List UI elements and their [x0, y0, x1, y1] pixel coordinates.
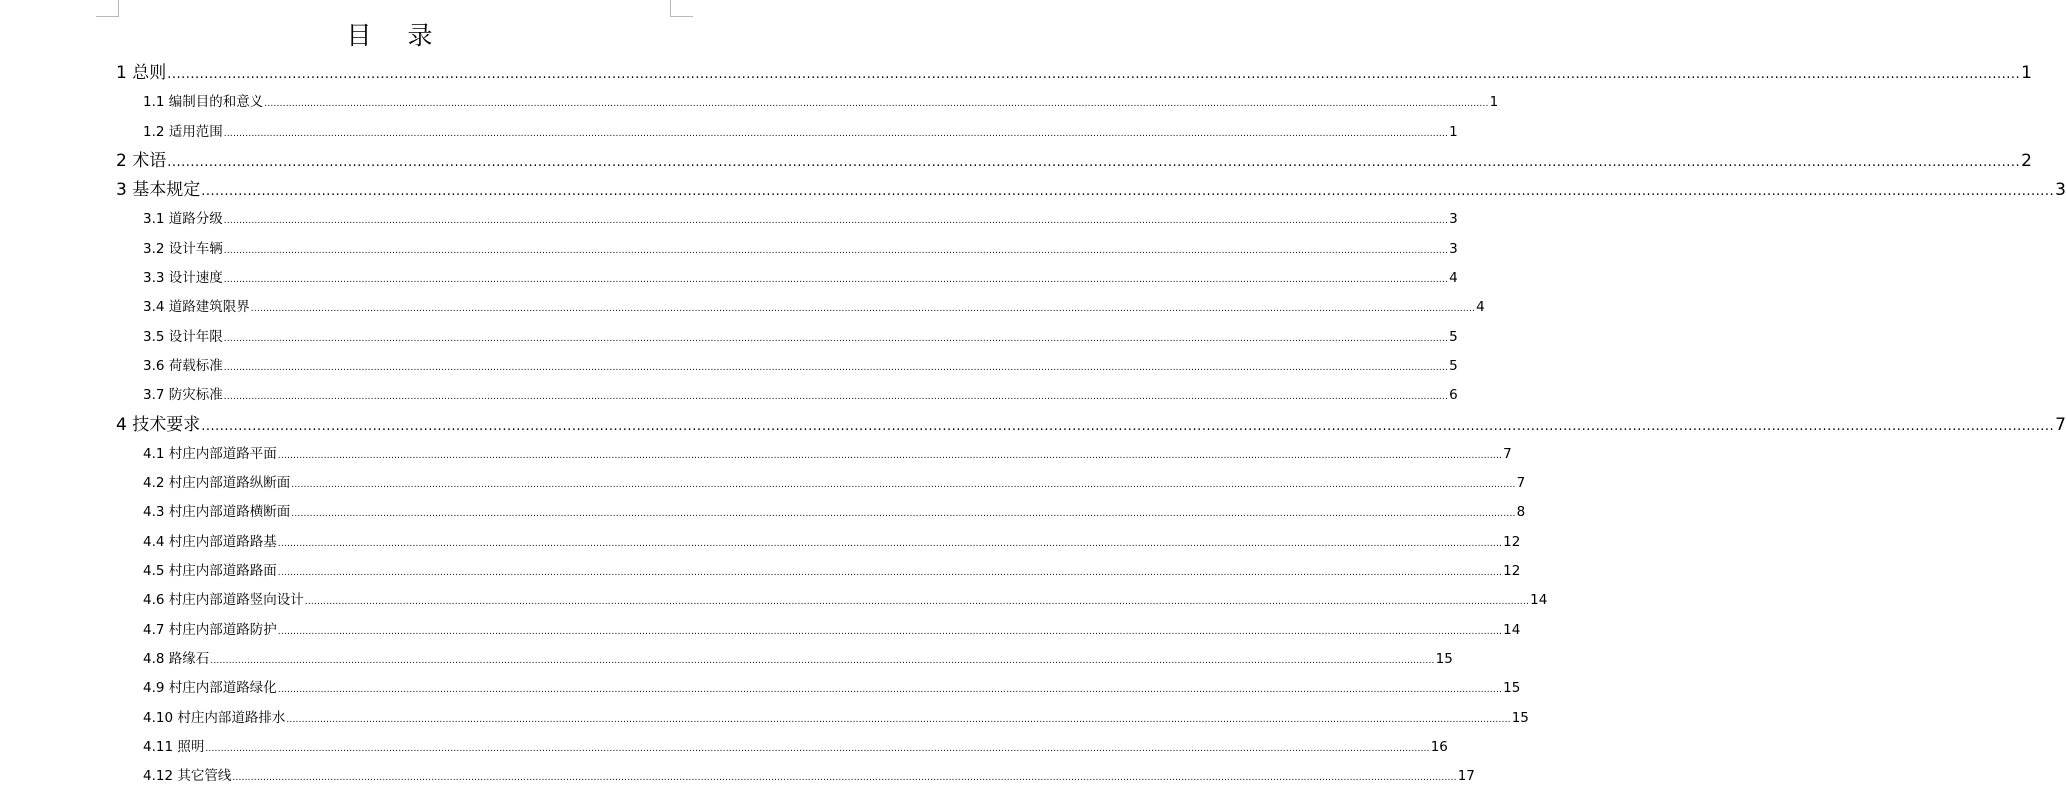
toc-chapter-entry[interactable]: [116, 147, 2032, 176]
toc-section-entry[interactable]: [116, 352, 1458, 381]
toc-page-number: 15: [1435, 650, 1453, 667]
toc-dot-leader: ................................................................................................................................................................................................................................................................................................................................................................................................................: [223, 128, 1449, 139]
toc-section-entry[interactable]: [116, 88, 1499, 117]
toc-entry-label: 4.6 村庄内部道路竖向设计: [143, 592, 304, 609]
toc-page-number: 7: [2055, 414, 2066, 435]
toc-section-entry[interactable]: [116, 704, 1529, 733]
toc-dot-leader: ................................................................................................................................................................................................................................................................................................................................................................................................................: [291, 509, 1516, 520]
toc-chapter-entry[interactable]: [116, 176, 2066, 205]
toc-page-number: 5: [1449, 357, 1458, 374]
toc-section-entry[interactable]: [116, 205, 1458, 234]
toc-title: 目 录: [346, 21, 447, 50]
toc-entry-label: 3.7 防灾标准: [143, 387, 223, 404]
toc-dot-leader: ................................................................................................................................................................................................................................................................................................................................................................................................................: [223, 275, 1449, 286]
toc-entry-label: 3.5 设计年限: [143, 328, 223, 345]
toc-entry-label: 1.1 编制目的和意义: [143, 94, 264, 111]
toc-page-number: 14: [1530, 592, 1548, 609]
toc-entry-label: 4.9 村庄内部道路绿化: [143, 680, 277, 697]
toc-entry-label: 4.4 村庄内部道路路基: [143, 533, 277, 550]
toc-entry-label: 4 技术要求: [116, 414, 201, 435]
toc-section-entry[interactable]: [116, 528, 1521, 557]
toc-dot-leader: ................................................................................................................................................................................................................................................................................................................................................................................................................: [232, 773, 1457, 784]
toc-page-number: 3: [2055, 180, 2066, 201]
toc-dot-leader: ................................................................................................................................................................................................................................................................................................................................................................................................................: [250, 304, 1476, 315]
toc-page-number: 1: [2021, 63, 2032, 83]
toc-dot-leader: ................................................................................................................................................................................................................................................................................................................................................................................................................: [277, 450, 1503, 461]
toc-dot-leader: ................................................................................................................................................................................................................................................................................................................................................................................................................: [205, 743, 1430, 754]
toc-dot-leader: ................................................................................................................................................................................................................................................................................................................................................................................................................: [277, 685, 1503, 696]
toc-section-entry[interactable]: [116, 440, 1512, 469]
toc-page-number: 15: [1503, 680, 1521, 697]
toc-dot-leader: ................................................................................................................................................................................................................................................................................................................................................................................................................: [277, 626, 1503, 637]
toc-dot-leader: ................................................................................................................................................................................................................................................................................................................................................................................................................: [223, 245, 1449, 256]
toc-entry-label: 4.12 其它管线: [143, 768, 232, 785]
toc-dot-leader: ................................................................................................................................................................................................................................................................................................................................................................................................................: [223, 333, 1449, 344]
toc-dot-leader: ................................................................................................................................................................................................................................................................................................................................................................................................................: [201, 184, 2055, 200]
toc-section-entry[interactable]: [116, 674, 1521, 703]
toc-entry-label: 2 术语: [116, 150, 167, 171]
toc-page-number: 15: [1511, 709, 1529, 726]
toc-chapter-entry[interactable]: [116, 59, 2032, 88]
toc-section-entry[interactable]: [116, 469, 1526, 498]
toc-page-number: 1: [1489, 94, 1499, 111]
toc-dot-leader: ................................................................................................................................................................................................................................................................................................................................................................................................................: [264, 99, 1489, 110]
toc-page-number: 1: [1449, 123, 1458, 140]
toc-entry-label: 4.8 路缘石: [143, 650, 210, 667]
toc-dot-leader: ................................................................................................................................................................................................................................................................................................................................................................................................................: [167, 67, 2021, 82]
toc-entry-label: 3.4 道路建筑限界: [143, 299, 250, 316]
toc-page-number: 12: [1503, 533, 1521, 550]
toc-entry-label: 4.11 照明: [143, 738, 205, 755]
toc-entry-label: 4.1 村庄内部道路平面: [143, 445, 277, 462]
toc-section-entry[interactable]: [116, 235, 1458, 264]
toc-page-number: 2: [2021, 150, 2032, 171]
toc-section-entry[interactable]: [116, 293, 1485, 322]
toc-page-number: 7: [1503, 445, 1512, 462]
toc-dot-leader: ................................................................................................................................................................................................................................................................................................................................................................................................................: [201, 418, 2055, 434]
toc-page-number: 4: [1476, 299, 1485, 316]
toc-section-entry[interactable]: [116, 323, 1458, 352]
toc-entry-label: 3.2 设计车辆: [143, 240, 223, 257]
toc-section-entry[interactable]: [116, 616, 1521, 645]
toc-entry-label: 1 总则: [116, 63, 167, 83]
toc-entry-label: 3.6 荷载标准: [143, 357, 223, 374]
toc-page-number: 3: [1449, 211, 1458, 228]
toc-entry-label: 3.3 设计速度: [143, 270, 223, 287]
toc-dot-leader: ................................................................................................................................................................................................................................................................................................................................................................................................................: [277, 568, 1503, 579]
toc-page-number: 14: [1503, 621, 1521, 638]
toc-page-number: 7: [1516, 475, 1526, 492]
toc-section-entry[interactable]: [116, 118, 1458, 147]
toc-dot-leader: ................................................................................................................................................................................................................................................................................................................................................................................................................: [286, 714, 1511, 725]
toc-dot-leader: ................................................................................................................................................................................................................................................................................................................................................................................................................: [304, 597, 1530, 608]
toc-entry-label: 4.10 村庄内部道路排水: [143, 709, 286, 726]
toc-section-entry[interactable]: [116, 645, 1453, 674]
page-corner-mark-left: [96, 0, 119, 17]
toc-dot-leader: ................................................................................................................................................................................................................................................................................................................................................................................................................: [223, 362, 1449, 373]
toc-dot-leader: ................................................................................................................................................................................................................................................................................................................................................................................................................: [223, 392, 1449, 403]
toc-dot-leader: ................................................................................................................................................................................................................................................................................................................................................................................................................: [223, 216, 1449, 227]
toc-section-entry[interactable]: [116, 498, 1526, 527]
toc-entry-label: 3 基本规定: [116, 180, 201, 201]
table-of-contents: [116, 59, 2066, 791]
toc-section-entry[interactable]: [116, 733, 1448, 762]
toc-entry-label: 4.5 村庄内部道路路面: [143, 563, 277, 580]
toc-entry-label: 4.3 村庄内部道路横断面: [143, 504, 291, 521]
toc-entry-label: 4.7 村庄内部道路防护: [143, 621, 277, 638]
toc-section-entry[interactable]: [116, 264, 1458, 293]
toc-section-entry[interactable]: [116, 557, 1521, 586]
toc-page-number: 4: [1449, 270, 1458, 287]
toc-page-number: 16: [1430, 738, 1448, 755]
toc-entry-label: 4.2 村庄内部道路纵断面: [143, 475, 291, 492]
toc-page-number: 8: [1516, 504, 1526, 521]
toc-dot-leader: ................................................................................................................................................................................................................................................................................................................................................................................................................: [291, 480, 1516, 491]
toc-page-number: 12: [1503, 563, 1521, 580]
toc-entry-label: 3.1 道路分级: [143, 211, 223, 228]
toc-entry-label: 1.2 适用范围: [143, 123, 223, 140]
toc-section-entry[interactable]: [116, 381, 1458, 410]
toc-page-number: 3: [1449, 240, 1458, 257]
toc-section-entry[interactable]: [116, 762, 1475, 791]
toc-section-entry[interactable]: [116, 586, 1548, 615]
toc-dot-leader: ................................................................................................................................................................................................................................................................................................................................................................................................................: [167, 154, 2021, 170]
page-corner-mark-right: [670, 0, 693, 17]
toc-dot-leader: ................................................................................................................................................................................................................................................................................................................................................................................................................: [277, 538, 1503, 549]
toc-page-number: 17: [1457, 768, 1475, 785]
toc-dot-leader: ................................................................................................................................................................................................................................................................................................................................................................................................................: [210, 655, 1435, 666]
toc-page-number: 6: [1449, 387, 1458, 404]
toc-page-number: 5: [1449, 328, 1458, 345]
toc-chapter-entry[interactable]: [116, 411, 2066, 440]
